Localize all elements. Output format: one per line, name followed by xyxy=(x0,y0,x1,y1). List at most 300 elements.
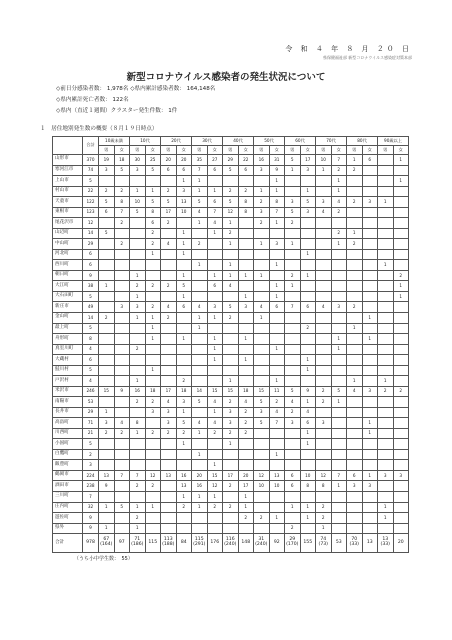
case-count: 2 xyxy=(347,302,363,313)
case-count xyxy=(161,523,177,534)
case-count xyxy=(114,355,130,366)
case-count xyxy=(161,344,177,355)
case-count: 6 xyxy=(207,197,223,208)
municipality-name: 山辺町 xyxy=(53,228,83,239)
case-count: 18 xyxy=(114,155,130,166)
case-count xyxy=(176,344,192,355)
row-total: 22 xyxy=(83,186,99,197)
case-count: 2 xyxy=(145,302,161,313)
case-count xyxy=(378,312,394,323)
case-count: 13 xyxy=(176,197,192,208)
case-count xyxy=(161,323,177,334)
case-count: 13 xyxy=(161,470,177,481)
case-count xyxy=(114,481,130,492)
case-count xyxy=(99,302,115,313)
case-count xyxy=(393,249,409,260)
case-count xyxy=(316,281,332,292)
case-count: 1 xyxy=(223,439,239,450)
case-count: 1 xyxy=(207,492,223,503)
table-row xyxy=(53,344,409,355)
sex-header: 男 xyxy=(285,146,301,155)
sex-header: 女 xyxy=(207,146,223,155)
case-count xyxy=(393,312,409,323)
row-total: 5 xyxy=(83,365,99,376)
case-count: 17 xyxy=(161,207,177,218)
table-row xyxy=(53,460,409,471)
case-count xyxy=(254,376,270,387)
case-count xyxy=(393,481,409,492)
case-count xyxy=(393,365,409,376)
case-count xyxy=(130,355,146,366)
case-count xyxy=(269,334,285,345)
case-count: 17 xyxy=(238,481,254,492)
case-count: 2 xyxy=(145,481,161,492)
case-count: 22 xyxy=(238,155,254,166)
case-count: 3 xyxy=(99,418,115,429)
municipality-name: 大石田町 xyxy=(53,291,83,302)
case-count xyxy=(393,344,409,355)
case-count xyxy=(331,523,347,534)
case-count: 1 xyxy=(176,439,192,450)
case-count: 1 xyxy=(176,176,192,187)
case-count xyxy=(316,428,332,439)
case-count: 2 xyxy=(130,513,146,524)
case-count: 1 xyxy=(145,249,161,260)
case-count xyxy=(130,407,146,418)
case-count xyxy=(285,323,301,334)
case-count: 2 xyxy=(130,397,146,408)
case-count: 6 xyxy=(285,470,301,481)
case-count xyxy=(300,344,316,355)
municipality-name: 村山市 xyxy=(53,186,83,197)
case-count: 1 xyxy=(192,260,208,271)
case-count xyxy=(130,176,146,187)
case-count xyxy=(207,523,223,534)
total-count: 74 (73) xyxy=(316,534,332,553)
case-count: 1 xyxy=(99,407,115,418)
case-count: 13 xyxy=(99,470,115,481)
case-count: 4 xyxy=(347,386,363,397)
case-count: 7 xyxy=(207,207,223,218)
case-count: 1 xyxy=(238,270,254,281)
case-count xyxy=(114,291,130,302)
case-count: 5 xyxy=(223,197,239,208)
case-count: 1 xyxy=(130,502,146,513)
case-count: 1 xyxy=(300,355,316,366)
case-count xyxy=(223,449,239,460)
case-count xyxy=(362,355,378,366)
case-count: 7 xyxy=(114,207,130,218)
case-count xyxy=(362,291,378,302)
case-count: 4 xyxy=(114,418,130,429)
case-count xyxy=(316,407,332,418)
table-row xyxy=(53,249,409,260)
case-count xyxy=(300,291,316,302)
case-count xyxy=(300,281,316,292)
case-count xyxy=(130,249,146,260)
case-count: 1 xyxy=(145,502,161,513)
table-row xyxy=(53,492,409,503)
case-count xyxy=(331,407,347,418)
case-count: 1 xyxy=(331,334,347,345)
case-count xyxy=(192,355,208,366)
case-count xyxy=(99,218,115,229)
case-count xyxy=(316,218,332,229)
case-count xyxy=(114,176,130,187)
case-count xyxy=(161,228,177,239)
case-count xyxy=(192,228,208,239)
case-count: 1 xyxy=(269,186,285,197)
case-count xyxy=(161,270,177,281)
case-count: 2 xyxy=(238,418,254,429)
row-total: 123 xyxy=(83,207,99,218)
case-count: 1 xyxy=(192,218,208,229)
case-count xyxy=(254,365,270,376)
row-total: 246 xyxy=(83,386,99,397)
summary-line: ◇前日分感染者数： 1,978名 ◇県内累計感染者数： 164,148名 xyxy=(56,86,216,92)
table-row xyxy=(53,260,409,271)
table-row xyxy=(53,323,409,334)
municipality-name: 寒河江市 xyxy=(53,165,83,176)
case-count: 2 xyxy=(316,513,332,524)
case-count xyxy=(362,281,378,292)
case-count: 1 xyxy=(238,334,254,345)
case-count xyxy=(114,407,130,418)
case-count: 6 xyxy=(176,302,192,313)
case-count xyxy=(130,334,146,345)
case-count xyxy=(393,355,409,366)
case-count: 10 xyxy=(316,155,332,166)
table-row xyxy=(53,228,409,239)
case-count xyxy=(362,376,378,387)
case-count: 4 xyxy=(223,281,239,292)
case-count xyxy=(393,460,409,471)
case-count xyxy=(347,260,363,271)
table-row xyxy=(53,439,409,450)
row-total: 6 xyxy=(83,249,99,260)
case-count: 10 xyxy=(130,197,146,208)
case-count xyxy=(331,376,347,387)
case-count: 1 xyxy=(331,397,347,408)
case-count xyxy=(393,397,409,408)
grand-total: 978 xyxy=(83,534,99,553)
sex-header: 女 xyxy=(393,146,409,155)
case-count xyxy=(207,239,223,250)
case-count xyxy=(161,460,177,471)
municipality-name: 金山町 xyxy=(53,312,83,323)
sex-header: 男 xyxy=(161,146,177,155)
case-count xyxy=(130,449,146,460)
case-count: 1 xyxy=(192,312,208,323)
case-count xyxy=(161,376,177,387)
case-count xyxy=(300,228,316,239)
case-count: 1 xyxy=(207,407,223,418)
case-count xyxy=(378,344,394,355)
case-count xyxy=(192,407,208,418)
case-count xyxy=(192,439,208,450)
case-count xyxy=(300,492,316,503)
table-row xyxy=(53,197,409,208)
case-count xyxy=(316,228,332,239)
case-count xyxy=(130,228,146,239)
case-count xyxy=(269,365,285,376)
case-count xyxy=(362,165,378,176)
case-count: 2 xyxy=(145,281,161,292)
case-count xyxy=(161,513,177,524)
page-title: 新型コロナウイルス感染者の発生状況について xyxy=(126,72,326,83)
case-count xyxy=(207,513,223,524)
case-count: 1 xyxy=(207,186,223,197)
case-count xyxy=(378,228,394,239)
case-count xyxy=(238,249,254,260)
case-count: 7 xyxy=(130,470,146,481)
case-count: 2 xyxy=(99,428,115,439)
case-count: 1 xyxy=(300,270,316,281)
case-count xyxy=(378,355,394,366)
case-count xyxy=(393,207,409,218)
age-subtotal: (240) xyxy=(255,542,268,548)
case-count xyxy=(99,376,115,387)
case-count: 1 xyxy=(207,334,223,345)
case-count xyxy=(114,492,130,503)
case-count: 1 xyxy=(331,186,347,197)
case-count xyxy=(176,355,192,366)
case-count: 2 xyxy=(254,218,270,229)
case-count xyxy=(393,513,409,524)
case-count xyxy=(130,492,146,503)
table-row xyxy=(53,365,409,376)
row-total: 9 xyxy=(83,523,99,534)
case-count: 2 xyxy=(99,186,115,197)
case-count: 31 xyxy=(269,155,285,166)
case-count xyxy=(316,449,332,460)
age-group-header: 10歳未満 xyxy=(99,137,130,146)
case-count: 1 xyxy=(130,523,146,534)
case-count: 1 xyxy=(285,281,301,292)
total-count: 13 xyxy=(362,534,378,553)
row-total: 49 xyxy=(83,302,99,313)
case-count: 2 xyxy=(316,502,332,513)
case-count xyxy=(99,439,115,450)
case-count xyxy=(362,270,378,281)
case-count: 17 xyxy=(300,155,316,166)
case-count: 9 xyxy=(114,386,130,397)
case-count xyxy=(254,344,270,355)
case-count: 1 xyxy=(362,334,378,345)
case-count: 2 xyxy=(207,428,223,439)
table-row xyxy=(53,376,409,387)
case-count: 2 xyxy=(331,165,347,176)
case-count xyxy=(238,344,254,355)
case-count xyxy=(362,397,378,408)
case-count xyxy=(378,270,394,281)
case-count: 6 xyxy=(207,165,223,176)
case-count xyxy=(99,239,115,250)
municipality-name: 真室川町 xyxy=(53,344,83,355)
case-count xyxy=(254,334,270,345)
age-group-header: 80代 xyxy=(347,137,378,146)
case-count xyxy=(145,355,161,366)
municipality-name: 最上町 xyxy=(53,323,83,334)
sex-header: 男 xyxy=(192,146,208,155)
case-count xyxy=(347,502,363,513)
case-count: 1 xyxy=(145,323,161,334)
case-count xyxy=(393,302,409,313)
case-count xyxy=(331,270,347,281)
case-count xyxy=(347,365,363,376)
row-total: 8 xyxy=(83,334,99,345)
case-count: 1 xyxy=(207,270,223,281)
case-count xyxy=(378,155,394,166)
municipality-name: 小国町 xyxy=(53,439,83,450)
case-count xyxy=(254,355,270,366)
case-count xyxy=(223,249,239,260)
case-count xyxy=(347,513,363,524)
table-row xyxy=(53,502,409,513)
case-count: 9 xyxy=(269,165,285,176)
case-count: 2 xyxy=(161,312,177,323)
case-count: 3 xyxy=(176,397,192,408)
case-count: 7 xyxy=(331,470,347,481)
case-count: 5 xyxy=(176,418,192,429)
case-count xyxy=(192,376,208,387)
case-count: 1 xyxy=(99,502,115,513)
case-count xyxy=(362,176,378,187)
municipality-name: 新庄市 xyxy=(53,302,83,313)
case-count xyxy=(114,323,130,334)
row-total: 122 xyxy=(83,197,99,208)
case-count: 1 xyxy=(347,376,363,387)
municipality-name: 大江町 xyxy=(53,281,83,292)
case-count: 17 xyxy=(161,386,177,397)
case-count xyxy=(347,460,363,471)
case-count: 4 xyxy=(254,302,270,313)
case-count xyxy=(145,270,161,281)
case-count xyxy=(238,460,254,471)
case-count xyxy=(254,176,270,187)
case-count: 6 xyxy=(285,481,301,492)
case-count xyxy=(114,334,130,345)
municipality-name: 飯豊町 xyxy=(53,460,83,471)
table-row xyxy=(53,176,409,187)
sex-header: 男 xyxy=(254,146,270,155)
row-total: 14 xyxy=(83,228,99,239)
case-count: 1 xyxy=(176,228,192,239)
case-count xyxy=(161,334,177,345)
case-count xyxy=(130,439,146,450)
row-total: 53 xyxy=(83,397,99,408)
case-count xyxy=(393,428,409,439)
case-count: 18 xyxy=(176,386,192,397)
case-count: 14 xyxy=(192,386,208,397)
case-count xyxy=(99,270,115,281)
case-count xyxy=(285,428,301,439)
case-count xyxy=(285,513,301,524)
case-count xyxy=(331,502,347,513)
case-count: 8 xyxy=(300,481,316,492)
case-count xyxy=(192,365,208,376)
case-count: 1 xyxy=(300,439,316,450)
sex-header: 男 xyxy=(223,146,239,155)
case-count xyxy=(207,249,223,260)
case-count xyxy=(316,460,332,471)
case-count: 2 xyxy=(347,239,363,250)
case-count xyxy=(378,302,394,313)
case-count: 3 xyxy=(254,207,270,218)
case-count xyxy=(316,176,332,187)
case-count xyxy=(378,186,394,197)
case-count: 5 xyxy=(285,386,301,397)
case-count: 2 xyxy=(238,513,254,524)
case-count: 1 xyxy=(99,281,115,292)
case-count xyxy=(223,344,239,355)
report-date: 令 和 ４ 年 ８ 月 ２０ 日 xyxy=(285,45,412,53)
case-count xyxy=(223,460,239,471)
case-count: 20 xyxy=(176,155,192,166)
municipality-name: 上山市 xyxy=(53,176,83,187)
case-count xyxy=(176,460,192,471)
department-name: 県保健福祉部 新型コロナウイルス感染症対策本部 xyxy=(322,55,412,60)
case-count xyxy=(254,281,270,292)
case-count: 2 xyxy=(238,186,254,197)
case-count: 3 xyxy=(378,470,394,481)
case-count: 1 xyxy=(300,502,316,513)
case-count: 4 xyxy=(316,207,332,218)
table-row xyxy=(53,312,409,323)
case-count xyxy=(238,376,254,387)
case-count xyxy=(145,449,161,460)
case-count xyxy=(223,323,239,334)
case-count: 3 xyxy=(99,165,115,176)
case-count xyxy=(238,439,254,450)
municipality-name: 中山町 xyxy=(53,239,83,250)
case-count xyxy=(300,260,316,271)
case-count: 10 xyxy=(300,470,316,481)
case-count: 1 xyxy=(207,312,223,323)
total-count: 92 xyxy=(269,534,285,553)
municipality-name: 米沢市 xyxy=(53,386,83,397)
case-count xyxy=(254,492,270,503)
case-count: 5 xyxy=(223,165,239,176)
header-row xyxy=(53,146,409,155)
case-count: 5 xyxy=(176,281,192,292)
case-count: 2 xyxy=(207,502,223,513)
case-count xyxy=(316,239,332,250)
sex-header: 女 xyxy=(145,146,161,155)
case-count xyxy=(347,418,363,429)
header-row xyxy=(53,137,409,146)
case-count xyxy=(347,428,363,439)
case-count xyxy=(145,460,161,471)
case-count xyxy=(161,439,177,450)
age-subtotal: (73) xyxy=(318,542,328,548)
case-count xyxy=(254,323,270,334)
row-total: 2 xyxy=(83,449,99,460)
case-count: 2 xyxy=(300,323,316,334)
case-count: 16 xyxy=(176,470,192,481)
case-count xyxy=(176,449,192,460)
age-group-header: 50代 xyxy=(254,137,285,146)
case-count: 2 xyxy=(223,481,239,492)
case-count xyxy=(393,228,409,239)
case-count: 2 xyxy=(114,186,130,197)
case-count xyxy=(300,239,316,250)
case-count xyxy=(223,365,239,376)
case-count: 1 xyxy=(362,418,378,429)
age-subtotal: (240) xyxy=(224,542,237,548)
case-count: 1 xyxy=(207,228,223,239)
case-count: 1 xyxy=(130,428,146,439)
